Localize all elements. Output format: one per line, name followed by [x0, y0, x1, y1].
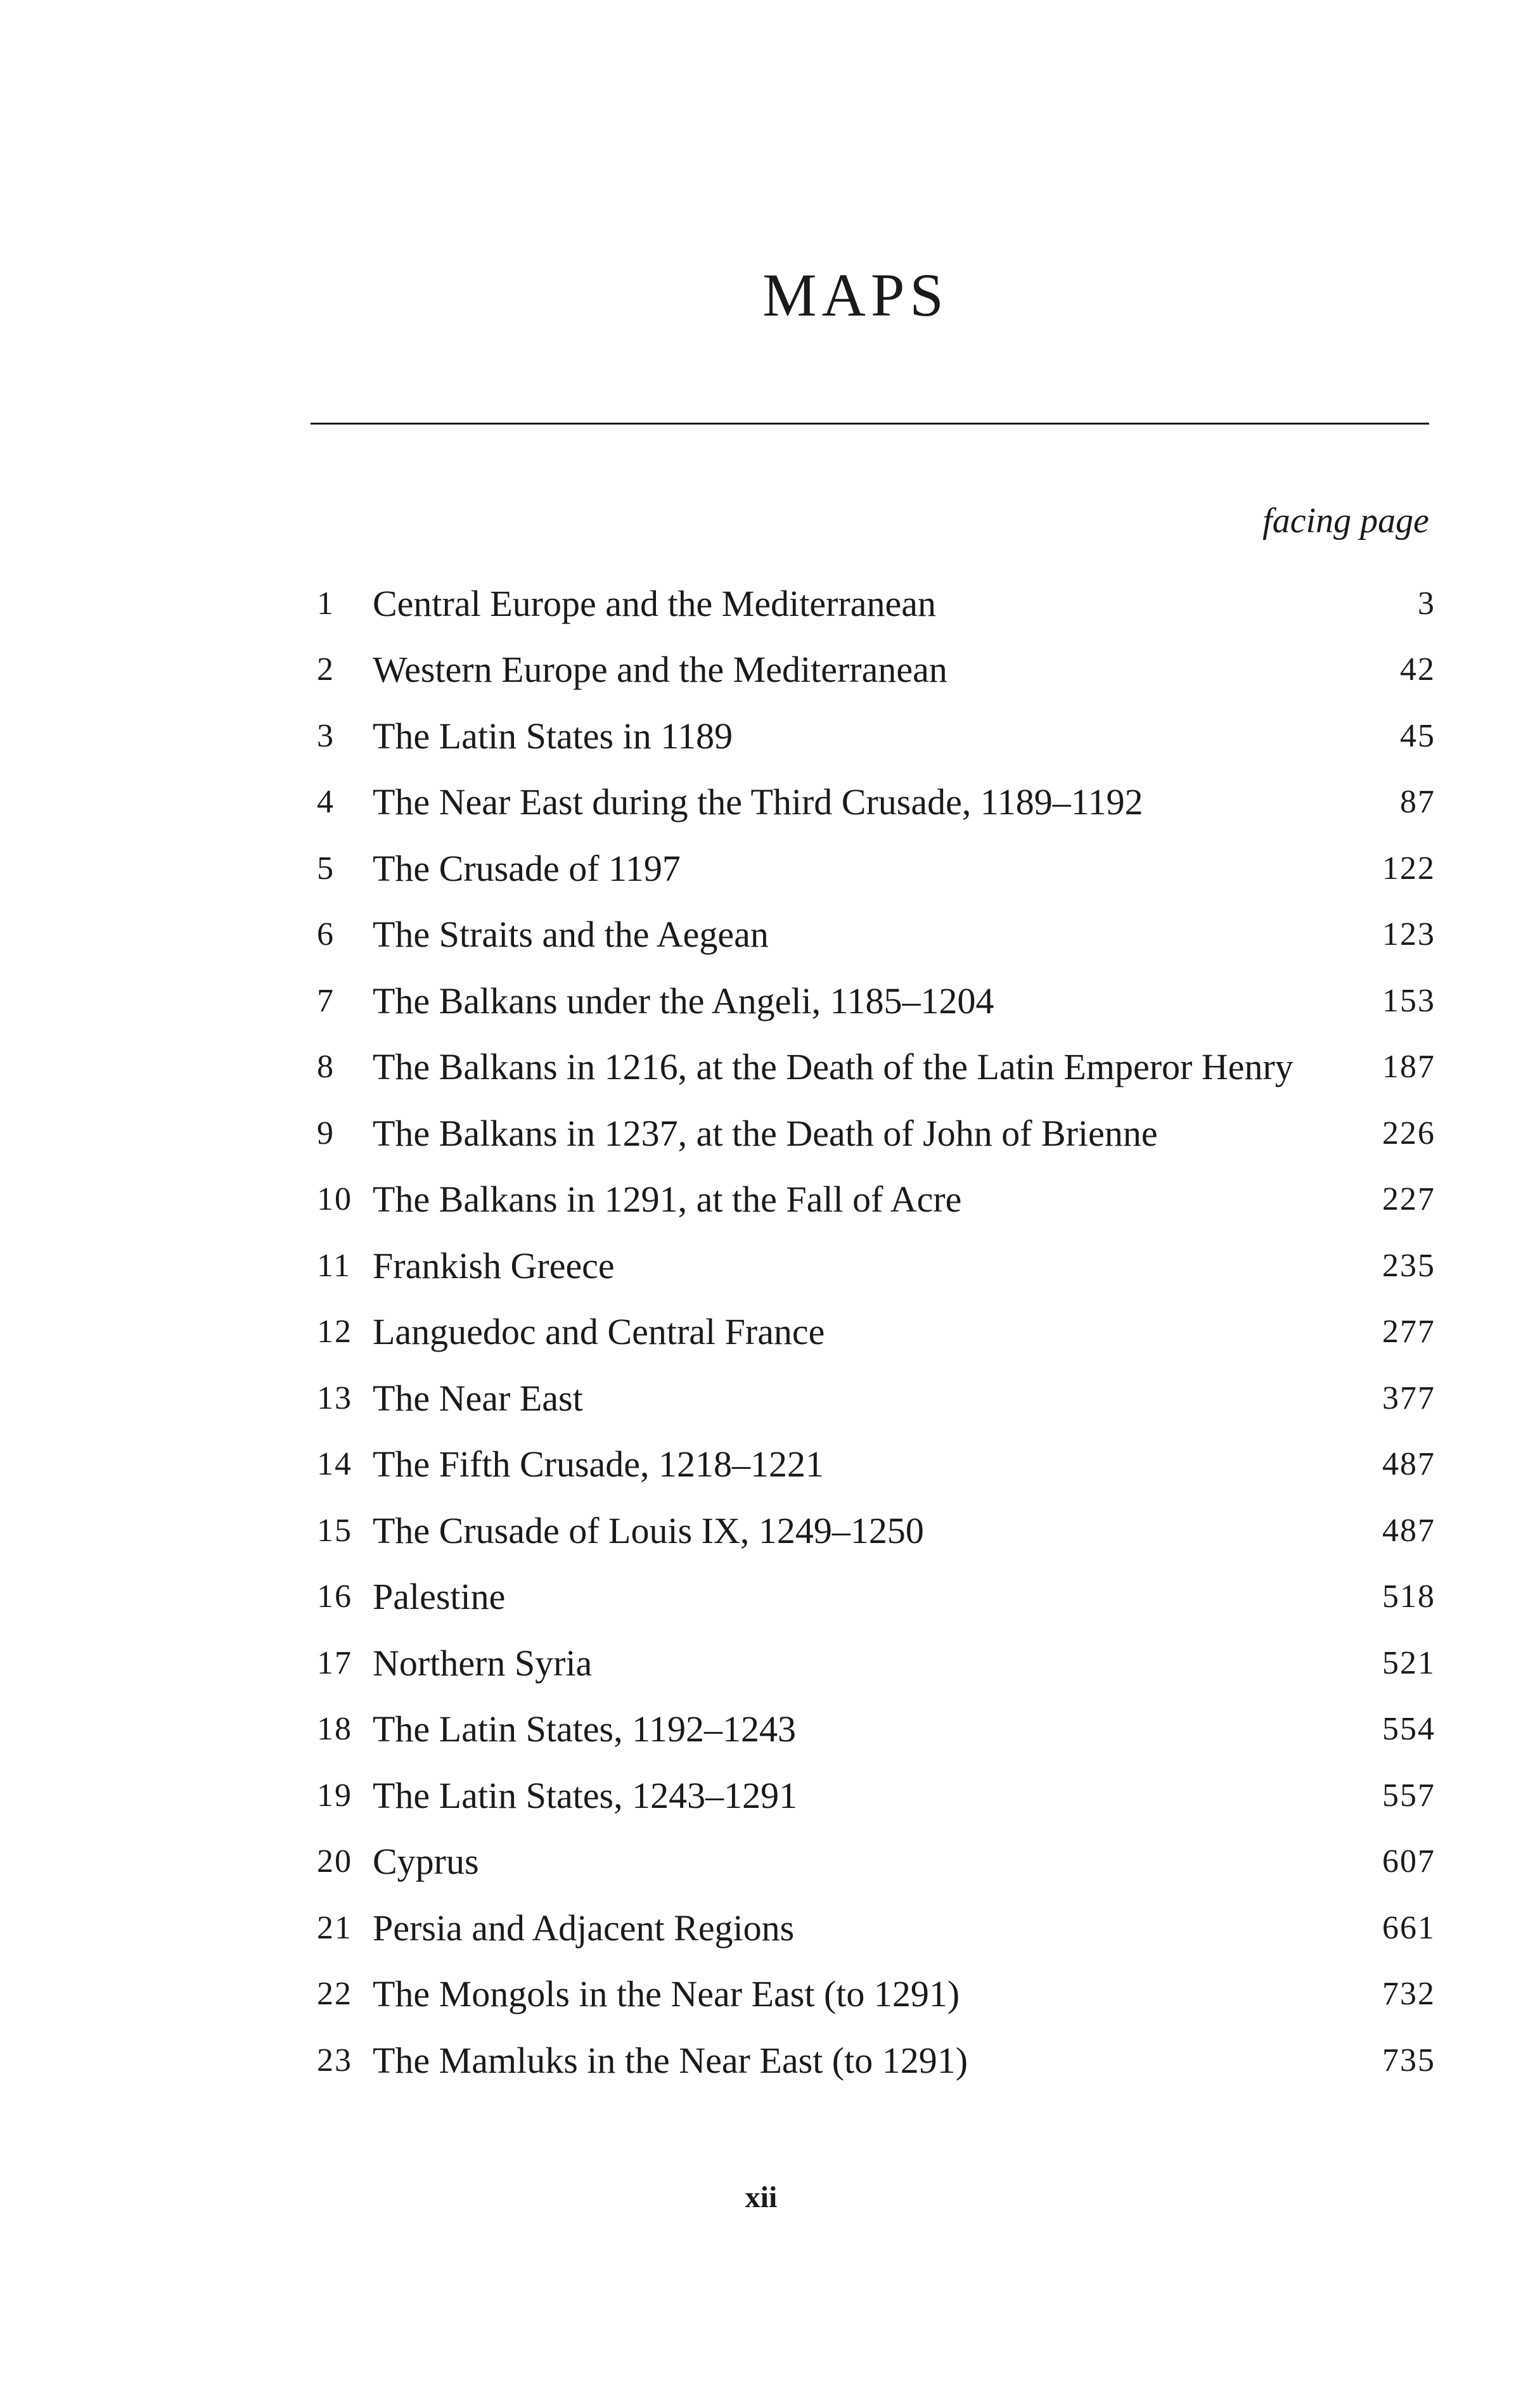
map-title: The Latin States, 1192–1243 [373, 1708, 796, 1750]
page-number: 487 [1382, 1446, 1435, 1483]
map-title: The Fifth Crusade, 1218–1221 [373, 1444, 825, 1485]
list-item [317, 902, 1435, 968]
list-item [317, 570, 1435, 637]
map-title: The Balkans under the Angeli, 1185–1204 [373, 980, 994, 1021]
page-number: 557 [1382, 1777, 1435, 1814]
map-title: The Latin States in 1189 [373, 715, 733, 757]
map-number: 7 [317, 982, 335, 1019]
page-number: 123 [1382, 916, 1435, 953]
maps-list [317, 570, 1435, 2094]
map-number: 21 [317, 1909, 352, 1946]
page-number: 87 [1400, 784, 1435, 821]
list-item [317, 1034, 1435, 1101]
map-title: The Near East [373, 1377, 583, 1419]
page-number: 661 [1382, 1909, 1435, 1946]
map-title: The Balkans in 1291, at the Fall of Acre [373, 1179, 962, 1220]
page-number: 377 [1382, 1380, 1435, 1416]
map-title: Northern Syria [373, 1642, 593, 1684]
map-number: 4 [317, 784, 335, 821]
map-title: The Mamluks in the Near East (to 1291) [373, 2039, 968, 2081]
map-number: 10 [317, 1181, 352, 1218]
map-title: Cyprus [373, 1841, 479, 1883]
map-title: The Mongols in the Near East (to 1291) [373, 1973, 960, 2015]
folio-page-number: xii [745, 2181, 778, 2214]
map-number: 19 [317, 1777, 352, 1814]
list-item [317, 1696, 1435, 1763]
map-number: 16 [317, 1579, 352, 1615]
map-title: Western Europe and the Mediterranean [373, 649, 947, 691]
page-number: 518 [1382, 1579, 1435, 1615]
page-number: 607 [1382, 1843, 1435, 1880]
map-title: Palestine [373, 1576, 506, 1618]
page-number: 187 [1382, 1049, 1435, 1086]
list-item [317, 769, 1435, 836]
map-number: 12 [317, 1314, 352, 1350]
list-item [317, 1829, 1435, 1895]
list-item [317, 835, 1435, 902]
list-item [317, 1630, 1435, 1696]
map-number: 6 [317, 916, 335, 953]
map-number: 23 [317, 2042, 352, 2078]
map-title: Central Europe and the Mediterranean [373, 582, 936, 624]
page-title: MAPS [762, 261, 949, 329]
list-item [317, 1299, 1435, 1366]
list-item [317, 1961, 1435, 2028]
page-number: 153 [1382, 982, 1435, 1019]
page-number: 3 [1418, 585, 1435, 622]
list-item [317, 1167, 1435, 1233]
map-number: 14 [317, 1446, 352, 1483]
page-number: 226 [1382, 1115, 1435, 1151]
page-number: 277 [1382, 1314, 1435, 1350]
map-number: 15 [317, 1512, 352, 1549]
map-number: 18 [317, 1711, 352, 1748]
map-number: 17 [317, 1644, 352, 1681]
page-number: 487 [1382, 1512, 1435, 1549]
list-item [317, 1497, 1435, 1564]
list-item [317, 703, 1435, 769]
column-header-facing-page: facing page [1262, 501, 1429, 541]
page-number: 45 [1400, 717, 1435, 754]
list-item [317, 1365, 1435, 1431]
list-item [317, 2027, 1435, 2094]
map-title: The Balkans in 1216, at the Death of the Latin Emperor Henry [373, 1046, 1293, 1088]
map-title: Persia and Adjacent Regions [373, 1907, 795, 1949]
map-number: 20 [317, 1843, 352, 1880]
map-title: The Straits and the Aegean [373, 914, 769, 956]
list-item [317, 1762, 1435, 1829]
title-rule [311, 423, 1429, 425]
map-number: 13 [317, 1380, 352, 1416]
map-title: The Near East during the Third Crusade, 1189–1192 [373, 781, 1143, 823]
page-number: 227 [1382, 1181, 1435, 1218]
map-number: 2 [317, 651, 335, 688]
list-item [317, 1431, 1435, 1498]
map-number: 11 [317, 1247, 352, 1284]
list-item [317, 968, 1435, 1034]
map-number: 3 [317, 717, 335, 754]
map-title: The Crusade of Louis IX, 1249–1250 [373, 1509, 924, 1551]
map-title: Frankish Greece [373, 1245, 615, 1286]
list-item [317, 1233, 1435, 1299]
map-number: 9 [317, 1115, 335, 1151]
list-item [317, 637, 1435, 703]
map-number: 5 [317, 850, 335, 887]
map-title: The Balkans in 1237, at the Death of John of Brienne [373, 1112, 1158, 1154]
page-number: 732 [1382, 1976, 1435, 2013]
map-number: 1 [317, 585, 335, 622]
list-item [317, 1564, 1435, 1630]
list-item [317, 1895, 1435, 1961]
map-title: The Latin States, 1243–1291 [373, 1774, 798, 1816]
map-title: The Crusade of 1197 [373, 847, 681, 889]
page-number: 735 [1382, 2042, 1435, 2078]
page-number: 42 [1400, 651, 1435, 688]
map-number: 22 [317, 1976, 352, 2013]
list-item [317, 1100, 1435, 1167]
map-title: Languedoc and Central France [373, 1311, 825, 1353]
page-number: 521 [1382, 1644, 1435, 1681]
page-number: 235 [1382, 1247, 1435, 1284]
map-number: 8 [317, 1049, 335, 1086]
page-number: 122 [1382, 850, 1435, 887]
page-number: 554 [1382, 1711, 1435, 1748]
